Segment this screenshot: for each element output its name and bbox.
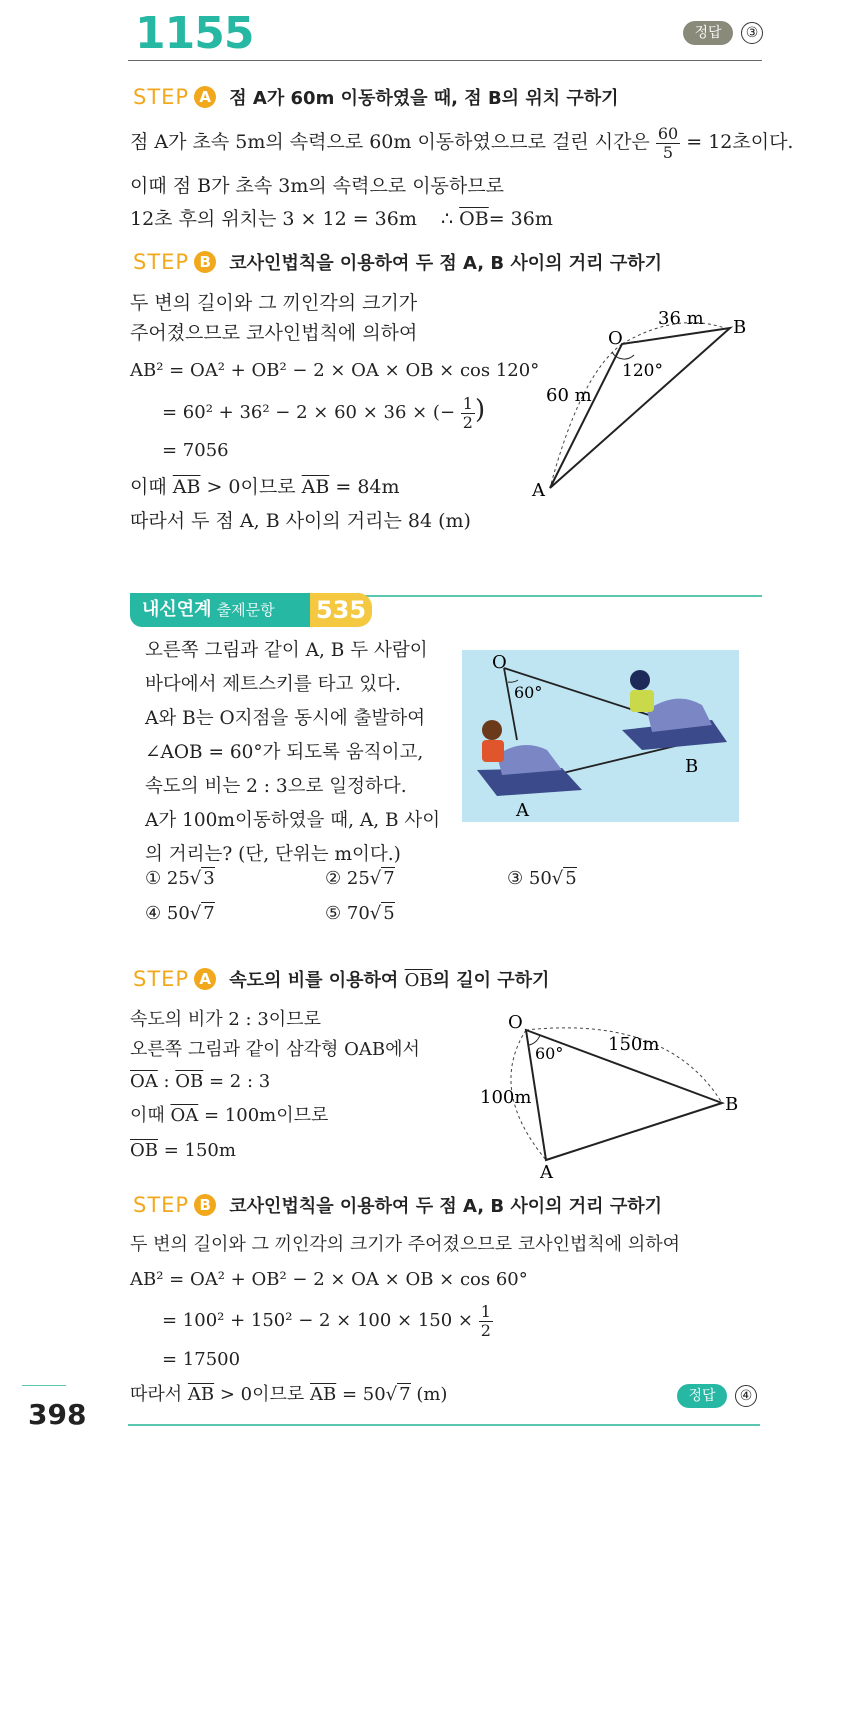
label-o: O: [492, 652, 507, 673]
text: = 36m: [488, 208, 553, 230]
text: 12초 후의 위치는 3 × 12 = 36m ∴: [130, 208, 460, 230]
question-line: 오른쪽 그림과 같이 A, B 두 사람이: [145, 640, 428, 661]
step-c-line1: 속도의 비가 2 : 3이므로: [130, 1009, 321, 1030]
step-b-line2: 주어졌으므로 코사인법칙에 의하여: [130, 322, 418, 344]
segment-ab: $\overline{AB}$: [172, 476, 201, 498]
frac-bottom: 5: [662, 142, 674, 162]
text: 점 A가 초속 5m의 속력으로 60m 이동하였으므로 걸린 시간은: [130, 131, 650, 154]
step-a-heading: [133, 84, 619, 110]
text: 이때: [130, 476, 173, 498]
step-title: 코사인법칙을 이용하여 두 점 A, B 사이의 거리 구하기: [229, 253, 662, 274]
footer-rule: [128, 1424, 760, 1426]
related-question: [145, 640, 445, 878]
step-d-conclusion: [130, 1384, 447, 1406]
step-d-eq2: [162, 1303, 493, 1339]
jetski-scene: [462, 650, 739, 822]
choice-5[interactable]: [325, 903, 395, 925]
page-number-rule: [22, 1385, 66, 1386]
label-ob: 36 m: [658, 308, 704, 329]
choice-2[interactable]: [325, 868, 395, 890]
step-label: STEP: [133, 967, 190, 991]
step-b-eq3: = 7056: [162, 440, 229, 461]
choice-coef: 70: [346, 903, 370, 924]
text: > 0이므로: [200, 476, 302, 498]
label-a: A: [540, 1162, 553, 1183]
step-label: STEP: [133, 250, 190, 274]
answer-value: ④: [735, 1385, 757, 1407]
step-title: [229, 970, 549, 991]
label-oa: 100m: [480, 1087, 532, 1108]
question-line: ∠AOB = 60°가 되도록 움직이고,: [145, 742, 424, 763]
text: 이때: [130, 1105, 171, 1126]
segment-ob: $\overline{OB}$: [130, 1140, 158, 1161]
title-text: 의 길이 구하기: [432, 970, 550, 991]
fraction: [461, 395, 475, 431]
sqrt-sign-icon: √: [551, 868, 564, 889]
badge-sub: 출제문항: [216, 601, 275, 619]
text: = 12초이다.: [686, 131, 794, 154]
step-badge: A: [194, 968, 216, 990]
jetski-a: [477, 720, 582, 796]
text: > 0이므로: [214, 1384, 310, 1405]
jetski-illustration: [462, 650, 739, 822]
text: = 100² + 150² − 2 × 100 × 150 ×: [162, 1310, 474, 1332]
answer-label: 정답: [677, 1384, 727, 1408]
label-a: A: [532, 480, 545, 501]
step-badge: A: [194, 86, 216, 108]
step-b-conclusion: 따라서 두 점 A, B 사이의 거리는 84 (m): [130, 510, 471, 532]
step-a-line1: [130, 125, 793, 161]
segment-ab: $\overline{AB}$: [301, 476, 330, 498]
text: ): [474, 395, 486, 426]
question-line: A가 100m이동하였을 때, A, B 사이: [145, 810, 441, 831]
title-text: 속도의 비를 이용하여: [229, 970, 405, 991]
question-line: 바다에서 제트스키를 타고 있다.: [145, 674, 401, 695]
choice-coef: 50: [528, 868, 552, 889]
step-title: 코사인법칙을 이용하여 두 점 A, B 사이의 거리 구하기: [229, 1196, 662, 1217]
choice-root: 5: [565, 868, 577, 889]
choice-coef: 50: [166, 903, 190, 924]
badge-main: 내신연계: [142, 599, 212, 620]
choice-3[interactable]: [507, 868, 577, 890]
step-d-eq1: AB² = OA² + OB² − 2 × OA × OB × cos 60°: [130, 1269, 528, 1290]
choice-root: 3: [203, 868, 215, 889]
choice-coef: 25: [166, 868, 190, 889]
segment-ob: $\overline{OB}$: [404, 970, 433, 991]
related-badge-number: 535: [310, 593, 372, 627]
step-badge: B: [194, 251, 216, 273]
text: = 50: [336, 1384, 386, 1405]
step-a-line3: [130, 208, 553, 231]
label-ob: 150m: [608, 1034, 660, 1055]
text: = 84m: [329, 476, 400, 498]
step-c-line4: [130, 1105, 328, 1127]
sqrt-sign-icon: √: [369, 868, 382, 889]
step-c-line3: [130, 1071, 270, 1093]
label-angle: 60°: [514, 683, 543, 702]
choice-1[interactable]: [145, 868, 215, 890]
choice-mark: ①: [145, 868, 162, 889]
label-angle: 120°: [622, 361, 663, 381]
label-oa: 60 m: [546, 385, 592, 406]
sqrt-sign-icon: √: [189, 903, 202, 924]
text: 따라서: [130, 1384, 188, 1405]
label-a: A: [516, 800, 529, 821]
label-angle: 60°: [535, 1044, 564, 1063]
step-badge: B: [194, 1194, 216, 1216]
segment-ob: $\overline{OB}$: [175, 1071, 204, 1092]
label-o: O: [508, 1012, 523, 1033]
step-a-line2: 이때 점 B가 초속 3m의 속력으로 이동하므로: [130, 175, 504, 197]
text: = 100m이므로: [198, 1105, 329, 1126]
step-title: 점 A가 60m 이동하였을 때, 점 B의 위치 구하기: [229, 88, 619, 109]
root: 7: [399, 1384, 411, 1405]
choice-root: 7: [203, 903, 215, 924]
question-line: 속도의 비는 2 : 3으로 일정하다.: [145, 776, 407, 797]
text: = 150m: [157, 1140, 236, 1161]
choice-coef: 25: [346, 868, 370, 889]
step-c-heading: [133, 966, 549, 992]
choice-4[interactable]: [145, 903, 215, 925]
step-c-line5: [130, 1140, 236, 1162]
step-b-heading: [133, 249, 662, 275]
step-c-line2: 오른쪽 그림과 같이 삼각형 OAB에서: [130, 1039, 420, 1060]
frac-top: 1: [480, 1302, 491, 1321]
sqrt-sign-icon: √: [385, 1384, 398, 1405]
frac-bottom: 2: [462, 412, 473, 432]
choice-mark: ⑤: [325, 903, 342, 924]
segment-ab: $\overline{AB}$: [310, 1384, 337, 1405]
fraction: [479, 1303, 493, 1339]
choice-mark: ④: [145, 903, 162, 924]
step-d-heading: [133, 1192, 662, 1218]
choice-root: 5: [383, 903, 395, 924]
text: = 60² + 36² − 2 × 60 × 36 × (−: [162, 402, 456, 424]
sqrt-sign-icon: √: [189, 868, 202, 889]
choice-mark: ②: [325, 868, 342, 889]
text: :: [157, 1071, 176, 1092]
answer-value: ③: [741, 22, 763, 44]
step-b-line1: 두 변의 길이와 그 끼인각의 크기가: [130, 292, 418, 314]
step-b-eq1: AB² = OA² + OB² − 2 × OA × OB × cos 120°: [130, 360, 540, 381]
label-b: B: [685, 756, 699, 777]
step-label: STEP: [133, 1193, 190, 1217]
text: = 2 : 3: [203, 1071, 271, 1092]
choice-root: 7: [383, 868, 395, 889]
jetski-b: [622, 670, 727, 750]
label-b: B: [725, 1094, 739, 1115]
frac-top: 1: [462, 394, 473, 413]
segment-oa: $\overline{OA}$: [170, 1105, 199, 1126]
problem-number: 1155: [135, 8, 254, 59]
text: (m): [410, 1384, 448, 1405]
step-d-line1: 두 변의 길이와 그 끼인각의 크기가 주어졌으므로 코사인법칙에 의하여: [130, 1234, 681, 1255]
segment-ab: $\overline{AB}$: [187, 1384, 215, 1405]
fraction: [656, 125, 680, 161]
step-b-then: [130, 476, 400, 499]
label-o: O: [608, 328, 623, 349]
sqrt-sign-icon: √: [369, 903, 382, 924]
step-b-eq2: [162, 395, 485, 431]
frac-top: 60: [657, 124, 679, 143]
step-d-eq3: = 17500: [162, 1349, 241, 1370]
related-badge: [130, 593, 315, 627]
step-label: STEP: [133, 85, 190, 109]
answer-label: 정답: [683, 21, 733, 45]
frac-bottom: 2: [480, 1320, 491, 1340]
question-line: A와 B는 O지점을 동시에 출발하여: [145, 708, 426, 729]
label-b: B: [733, 317, 747, 338]
segment-oa: $\overline{OA}$: [130, 1071, 158, 1092]
segment-ob: $\overline{OB}$: [459, 208, 489, 230]
page-number: 398: [28, 1398, 87, 1431]
choice-mark: ③: [507, 868, 524, 889]
triangle-figure-1: [530, 300, 760, 510]
header-rule: [128, 60, 762, 61]
triangle-figure-2: [478, 1010, 748, 1185]
question-line: 의 거리는? (단, 단위는 m이다.): [145, 844, 401, 865]
